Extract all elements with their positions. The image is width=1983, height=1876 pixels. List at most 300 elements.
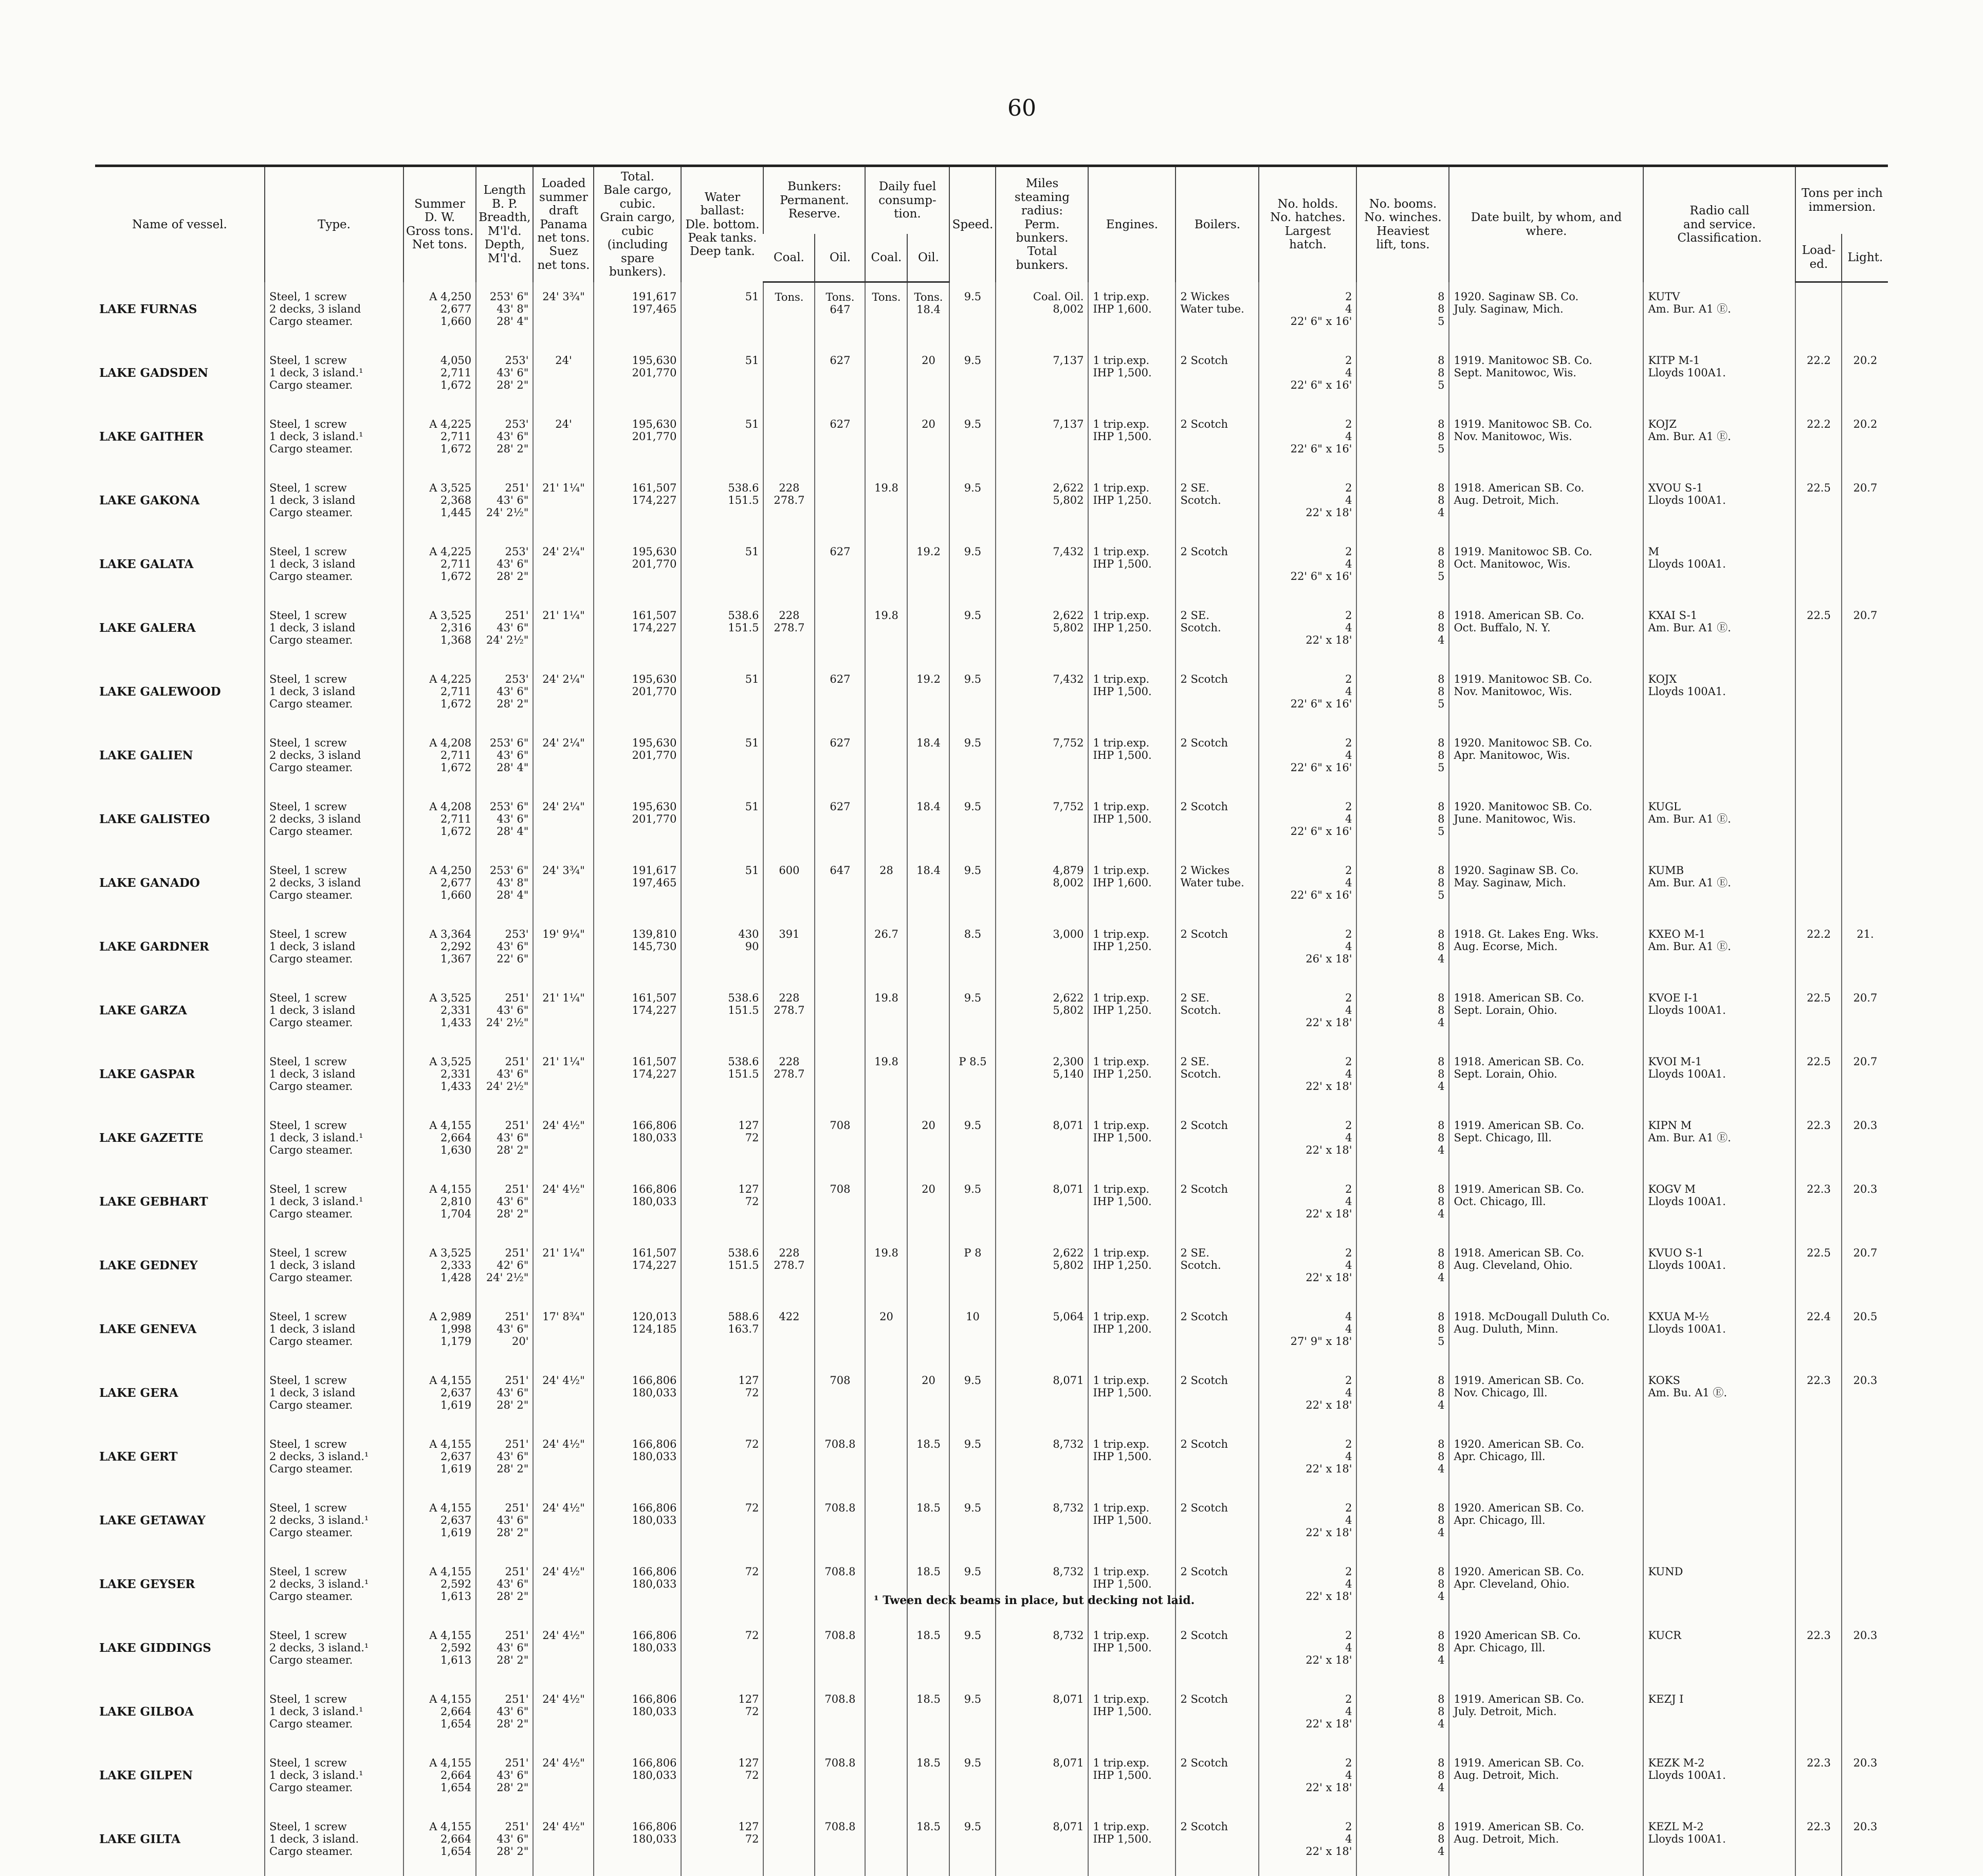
vessel-built (1449, 1430, 1643, 1493)
vessel-tons (403, 1238, 476, 1302)
vessel-engines-line: 1 trip.exp. (1093, 417, 1150, 430)
vessel-holds (1259, 728, 1356, 792)
vessel-booms-line: 8 (1438, 1131, 1445, 1144)
vessel-type-line: 1 deck, 3 island.¹ (269, 1131, 363, 1144)
vessel-cargo-line: 195,630 (632, 800, 677, 813)
vessel-type-line: 1 deck, 3 island (269, 1322, 356, 1335)
vessel-dimensions-line: 251' (505, 1820, 529, 1833)
vessel-speed-line: 9.5 (964, 609, 982, 622)
vessel-boilers (1176, 1302, 1259, 1366)
vessel-type-line: Cargo steamer. (269, 825, 353, 838)
fuel-coal (865, 1302, 907, 1366)
vessel-name-line: LAKE GALISTEO (99, 812, 210, 826)
vessel-booms-line: 4 (1438, 1718, 1445, 1731)
vessel-dimensions-line: 28' 2" (497, 443, 529, 456)
vessel-boilers (1176, 410, 1259, 473)
vessel-booms-line: 8 (1438, 609, 1445, 622)
vessel-dimensions-line: 43' 6" (497, 1004, 529, 1016)
vessel-built (1449, 1111, 1643, 1175)
vessel-built-line: 1919. Manitowoc SB. Co. (1454, 354, 1592, 367)
vessel-holds-line: 4 (1345, 1310, 1352, 1323)
bunker-coal (763, 1366, 815, 1430)
vessel-dimensions-line: 28' 2" (497, 1781, 529, 1794)
header-line: Total (1027, 245, 1057, 259)
vessel-draft-line: 24' 2¼" (542, 800, 585, 813)
fuel-oil (907, 1557, 949, 1621)
vessel-tons-line: 1,613 (440, 1590, 472, 1603)
fuel-coal (865, 1557, 907, 1621)
vessel-ballast-line: 127 (738, 1692, 759, 1705)
tpi-light (1842, 665, 1888, 728)
bunker-oil (815, 1238, 865, 1302)
fuel-oil-line: 19.2 (916, 545, 941, 558)
vessel-cargo (594, 728, 681, 792)
vessel-boilers-line: 2 Scotch (1180, 800, 1228, 813)
vessel-type-line: 2 decks, 3 island.¹ (269, 1641, 369, 1654)
vessel-name (95, 1430, 265, 1493)
vessel-type-line: Steel, 1 screw (269, 354, 347, 367)
header-line: cubic. (619, 197, 656, 211)
vessel-type (265, 665, 403, 728)
vessel-name-line: LAKE GAITHER (99, 429, 204, 444)
page-number: 60 (1007, 95, 1036, 121)
bunker-oil (815, 1175, 865, 1238)
vessel-name-line: LAKE GANADO (99, 876, 200, 890)
vessel-dimensions-line: 28' 4" (497, 315, 529, 328)
fuel-oil (907, 537, 949, 601)
vessel-booms-line: 8 (1438, 1067, 1445, 1080)
vessel-engines-line: 1 trip.exp. (1093, 1629, 1150, 1642)
vessel-draft-line: 24' 2¼" (542, 545, 585, 558)
vessel-name-line: LAKE GILPEN (99, 1768, 193, 1782)
vessel-cargo (594, 1047, 681, 1111)
vessel-dimensions (476, 1302, 533, 1366)
vessel-holds-line: 4 (1345, 1195, 1352, 1208)
tpi-loaded (1795, 728, 1842, 792)
vessel-miles (996, 282, 1088, 346)
vessel-booms-line: 8 (1438, 1310, 1445, 1323)
vessel-booms-line: 8 (1438, 1246, 1445, 1259)
vessel-holds-line: 4 (1345, 1259, 1352, 1271)
vessel-engines-line: IHP 1,500. (1093, 366, 1152, 379)
vessel-ballast-line: 72 (745, 1629, 759, 1642)
vessel-booms-line: 8 (1438, 1501, 1445, 1514)
vessel-built (1449, 537, 1643, 601)
vessel-speed-line: P 8.5 (959, 1055, 987, 1068)
vessel-radio-line: KXAI S-1 (1648, 609, 1698, 622)
fuel-coal (865, 1238, 907, 1302)
vessel-booms-line: 5 (1438, 443, 1445, 456)
vessel-name-line: LAKE GETAWAY (99, 1513, 206, 1527)
tpi-light (1842, 1047, 1888, 1111)
vessel-dimensions-line: 43' 6" (497, 1705, 529, 1718)
vessel-holds-line: 2 (1345, 1820, 1352, 1833)
vessel-name-line: LAKE GASPAR (99, 1067, 195, 1081)
vessel-holds-line: 2 (1345, 609, 1352, 622)
fuel-coal (865, 1047, 907, 1111)
vessel-type-line: Steel, 1 screw (269, 417, 347, 430)
header-line: consump- (878, 193, 937, 207)
vessel-radio-line: Am. Bur. A1 Ⓔ. (1648, 621, 1731, 634)
vessel-ballast (681, 1047, 763, 1111)
vessel-tons-line: 1,660 (440, 315, 472, 328)
vessel-engines (1088, 1430, 1176, 1493)
vessel-holds (1259, 410, 1356, 473)
vessel-ballast (681, 1366, 763, 1430)
tpi-loaded-line: 22.2 (1807, 417, 1831, 430)
fuel-oil (907, 1685, 949, 1748)
vessel-booms-line: 8 (1438, 1832, 1445, 1845)
fuel-oil (907, 983, 949, 1047)
bunker-coal-line: 228 (779, 991, 800, 1004)
vessel-speed (949, 346, 996, 410)
vessel-booms-line: 4 (1438, 1463, 1445, 1476)
vessel-draft (533, 856, 594, 920)
vessel-boilers-line: 2 SE. (1180, 609, 1209, 622)
vessel-radio-line: KEZL M-2 (1648, 1820, 1704, 1833)
header-line: No. hatches. (1270, 211, 1346, 225)
vessel-dimensions-line: 43' 6" (497, 1067, 529, 1080)
vessel-built-line: July. Detroit, Mich. (1454, 1705, 1557, 1718)
vessel-tons-line: 2,331 (440, 1067, 472, 1080)
vessel-ballast-line: 51 (745, 864, 759, 877)
header-line: tion. (894, 207, 921, 221)
bunker-oil-line: 627 (830, 736, 851, 749)
vessel-holds-line: 2 (1345, 736, 1352, 749)
vessel-holds-line: 2 (1345, 800, 1352, 813)
vessel-tons-line: 2,664 (440, 1832, 472, 1845)
vessel-tons-line: 1,613 (440, 1654, 472, 1667)
vessel-miles (996, 792, 1088, 856)
vessel-built-line: 1918. American SB. Co. (1454, 1055, 1585, 1068)
vessel-tons-line: A 3,364 (429, 927, 472, 940)
fuel-coal-line: 28 (879, 864, 893, 877)
vessel-radio-line: KUMB (1648, 864, 1684, 877)
vessel-boilers-line: 2 Scotch (1180, 545, 1228, 558)
vessel-holds-line: 4 (1345, 557, 1352, 570)
vessel-dimensions (476, 1557, 533, 1621)
vessel-draft (533, 728, 594, 792)
vessel-cargo (594, 1111, 681, 1175)
vessel-radio (1643, 1557, 1795, 1621)
vessel-engines (1088, 1111, 1176, 1175)
vessel-miles (996, 1366, 1088, 1430)
tpi-loaded (1795, 983, 1842, 1047)
fuel-coal-line: 26.7 (874, 927, 898, 940)
vessel-tons-line: 2,592 (440, 1577, 472, 1590)
bunker-coal (763, 1557, 815, 1621)
vessel-ballast-line: 72 (745, 1769, 759, 1781)
fuel-oil-line: 19.2 (916, 672, 941, 685)
vessel-holds-line: 22' 6" x 16' (1290, 698, 1352, 711)
vessel-name-line: LAKE GEYSER (99, 1577, 195, 1591)
vessel-draft (533, 1238, 594, 1302)
vessel-ballast-line: 51 (745, 417, 759, 430)
vessel-boilers (1176, 728, 1259, 792)
vessel-holds-line: 4 (1345, 302, 1352, 315)
vessel-miles (996, 1812, 1088, 1876)
vessel-miles-line: 2,622 (1053, 481, 1084, 494)
tpi-loaded (1795, 473, 1842, 537)
vessel-booms-line: 8 (1438, 1769, 1445, 1781)
header-line: Bunkers: (787, 180, 841, 194)
vessel-tons-line: 1,672 (440, 443, 472, 456)
header-fuel (865, 166, 949, 234)
tpi-light (1842, 1685, 1888, 1748)
header-line: Dle. bottom. (685, 217, 760, 231)
vessel-dimensions-line: 253' (505, 354, 529, 367)
vessel-dimensions-line: 251' (505, 1756, 529, 1769)
table-row (95, 1812, 1888, 1876)
vessel-dimensions (476, 601, 533, 665)
vessel-cargo-line: 174,227 (632, 494, 677, 506)
tpi-loaded-line: 22.3 (1807, 1756, 1831, 1769)
vessel-engines-line: 1 trip.exp. (1093, 927, 1150, 940)
header-name: Name of vessel. (132, 217, 227, 231)
vessel-cargo-line: 166,806 (632, 1820, 677, 1833)
vessel-built (1449, 920, 1643, 983)
fuel-oil (907, 1430, 949, 1493)
vessel-draft (533, 410, 594, 473)
fuel-oil (907, 856, 949, 920)
tpi-light (1842, 983, 1888, 1047)
vessel-booms-line: 8 (1438, 1437, 1445, 1450)
vessel-cargo (594, 920, 681, 983)
vessel-holds-line: 2 (1345, 1692, 1352, 1705)
vessel-tons (403, 601, 476, 665)
header-line: hatch. (1289, 238, 1327, 252)
vessel-holds-line: 22' x 18' (1306, 1208, 1352, 1221)
table-row (95, 537, 1888, 601)
vessel-built-line: 1919. American SB. Co. (1454, 1692, 1585, 1705)
vessel-cargo-line: 180,033 (632, 1386, 677, 1399)
vessel-booms-line: 8 (1438, 302, 1445, 315)
vessel-ballast-line: 163.7 (728, 1322, 759, 1335)
vessel-booms-line: 4 (1438, 506, 1445, 519)
vessel-type-line: Steel, 1 screw (269, 1565, 347, 1578)
vessel-dimensions-line: 28' 2" (497, 379, 529, 392)
bunker-oil (815, 665, 865, 728)
vessel-holds-line: 22' x 18' (1306, 1718, 1352, 1731)
header-line: bunkers. (1016, 231, 1069, 245)
vessel-speed-line: 9.5 (964, 991, 982, 1004)
vessel-tons (403, 1685, 476, 1748)
fuel-coal-line: 19.8 (874, 1055, 898, 1068)
vessel-dimensions-line: 251' (505, 1246, 529, 1259)
vessel-dimensions (476, 665, 533, 728)
table-row (95, 1047, 1888, 1111)
vessel-ballast (681, 601, 763, 665)
vessel-built-line: 1920. Manitowoc SB. Co. (1454, 800, 1592, 813)
vessel-built-line: 1919. American SB. Co. (1454, 1182, 1585, 1195)
vessel-tons-line: 1,654 (440, 1781, 472, 1794)
vessel-holds-line: 2 (1345, 1055, 1352, 1068)
vessel-built-line: 1920. Saginaw SB. Co. (1454, 290, 1579, 303)
vessel-holds (1259, 601, 1356, 665)
vessel-speed-line: 9.5 (964, 1501, 982, 1514)
vessel-holds-line: 4 (1345, 1004, 1352, 1016)
vessel-holds (1259, 1366, 1356, 1430)
vessel-tons-line: 1,654 (440, 1718, 472, 1731)
vessel-type (265, 1111, 403, 1175)
vessel-holds-line: 22' 6" x 16' (1290, 379, 1352, 392)
vessel-radio (1643, 1111, 1795, 1175)
vessel-boilers-line: 2 SE. (1180, 481, 1209, 494)
vessel-tons (403, 856, 476, 920)
vessel-tons-line: A 2,989 (429, 1310, 472, 1323)
vessel-cargo-line: 180,033 (632, 1450, 677, 1463)
tpi-loaded (1795, 1493, 1842, 1557)
vessel-speed (949, 1493, 996, 1557)
tpi-light (1842, 1557, 1888, 1621)
vessel-draft-line: 24' 2¼" (542, 736, 585, 749)
vessel-dimensions (476, 1238, 533, 1302)
vessel-tons-line: 1,654 (440, 1845, 472, 1858)
vessel-type (265, 1812, 403, 1876)
vessel-built-line: Oct. Manitowoc, Wis. (1454, 557, 1571, 570)
vessel-type-line: Cargo steamer. (269, 1144, 353, 1157)
vessel-built (1449, 1812, 1643, 1876)
table-row (95, 1493, 1888, 1557)
vessel-type-line: 2 decks, 3 island (269, 302, 361, 315)
vessel-tons-line: A 3,525 (429, 991, 472, 1004)
vessel-holds-line: 22' x 18' (1306, 1463, 1352, 1476)
fuel-oil-line: 18.5 (916, 1565, 941, 1578)
vessel-booms-line: 4 (1438, 634, 1445, 647)
vessel-cargo-line: 201,770 (632, 749, 677, 761)
tpi-light-line: 20.2 (1853, 354, 1878, 367)
vessel-type (265, 537, 403, 601)
vessel-type (265, 792, 403, 856)
vessel-dimensions-line: 251' (505, 991, 529, 1004)
vessel-cargo-line: 195,630 (632, 354, 677, 367)
vessel-miles-line: Coal. Oil. (1033, 290, 1084, 303)
fuel-coal (865, 537, 907, 601)
vessel-miles-line: 4,879 (1053, 864, 1084, 877)
vessel-miles (996, 920, 1088, 983)
bunker-oil-line: 708.8 (824, 1820, 856, 1833)
vessel-booms-line: 4 (1438, 1526, 1445, 1539)
vessel-engines-line: IHP 1,600. (1093, 302, 1152, 315)
table-row (95, 1302, 1888, 1366)
bunker-oil (815, 1557, 865, 1621)
vessel-miles (996, 1557, 1088, 1621)
vessel-type-line: Cargo steamer. (269, 315, 353, 328)
vessel-miles (996, 346, 1088, 410)
fuel-coal (865, 410, 907, 473)
vessel-dimensions (476, 792, 533, 856)
vessel-draft (533, 792, 594, 856)
vessel-booms-line: 8 (1438, 621, 1445, 634)
vessel-dimensions (476, 1111, 533, 1175)
bunker-coal (763, 601, 815, 665)
bunker-coal (763, 1238, 815, 1302)
fuel-coal (865, 601, 907, 665)
vessel-ballast (681, 1238, 763, 1302)
vessel-radio (1643, 792, 1795, 856)
fuel-oil-line: 18.5 (916, 1629, 941, 1642)
vessel-name (95, 1812, 265, 1876)
vessel-dimensions-line: 24' 2½" (486, 1271, 529, 1284)
vessel-built-line: 1919. Manitowoc SB. Co. (1454, 545, 1592, 558)
vessel-holds-line: 22' 6" x 16' (1290, 825, 1352, 838)
vessel-type-line: Cargo steamer. (269, 1335, 353, 1348)
vessel-cargo-line: 201,770 (632, 557, 677, 570)
bunker-coal-line: Tons. (775, 291, 804, 303)
header-tpi (1795, 166, 1888, 234)
vessel-cargo (594, 1685, 681, 1748)
tpi-light (1842, 346, 1888, 410)
vessel-cargo (594, 1493, 681, 1557)
vessel-booms-line: 8 (1438, 417, 1445, 430)
fuel-coal (865, 920, 907, 983)
vessel-ballast-line: 588.6 (728, 1310, 759, 1323)
vessel-name (95, 920, 265, 983)
vessel-boilers (1176, 920, 1259, 983)
tpi-loaded (1795, 1238, 1842, 1302)
vessel-name (95, 1748, 265, 1812)
vessel-engines-line: IHP 1,500. (1093, 557, 1152, 570)
vessel-boilers (1176, 282, 1259, 346)
vessel-tons-line: 2,810 (440, 1195, 472, 1208)
header-line: No. booms. (1369, 197, 1437, 211)
vessel-cargo-line: 124,185 (632, 1322, 677, 1335)
fuel-coal-line: 19.8 (874, 609, 898, 622)
header-line: lift, tons. (1376, 238, 1430, 252)
tpi-loaded-line: 22.3 (1807, 1820, 1831, 1833)
bunker-oil (815, 601, 865, 665)
vessel-radio (1643, 601, 1795, 665)
tpi-loaded-line: 22.5 (1807, 481, 1831, 494)
vessel-dimensions-line: 43' 6" (497, 494, 529, 506)
fuel-oil-line: 20 (922, 1374, 935, 1387)
vessel-engines-line: IHP 1,500. (1093, 430, 1152, 443)
vessel-holds-line: 2 (1345, 927, 1352, 940)
vessel-cargo-line: 174,227 (632, 621, 677, 634)
vessel-cargo-line: 166,806 (632, 1119, 677, 1132)
tpi-light (1842, 1238, 1888, 1302)
header-line: M'l'd. (488, 224, 522, 238)
vessel-engines-line: 1 trip.exp. (1093, 609, 1150, 622)
vessel-holds-line: 2 (1345, 1565, 1352, 1578)
vessel-type-line: Cargo steamer. (269, 889, 353, 902)
vessel-draft (533, 601, 594, 665)
vessel-tons (403, 282, 476, 346)
bunker-oil-line: 708 (830, 1119, 851, 1132)
vessel-dimensions-line: 43' 6" (497, 430, 529, 443)
vessel-dimensions-line: 24' 2½" (486, 1016, 529, 1029)
bunker-coal (763, 1430, 815, 1493)
vessel-speed-line: 9.5 (964, 864, 982, 877)
vessel-cargo (594, 1175, 681, 1238)
vessel-radio-line: KOJZ (1648, 417, 1677, 430)
header-line: Perm. (1024, 217, 1060, 231)
vessel-radio (1643, 1493, 1795, 1557)
vessel-boilers (1176, 1493, 1259, 1557)
vessel-dimensions-line: 43' 6" (497, 812, 529, 825)
vessel-draft-line: 24' 4½" (542, 1501, 585, 1514)
header-line: radius: (1021, 204, 1063, 218)
fuel-oil-line: 18.4 (916, 800, 941, 813)
vessel-boilers (1176, 1175, 1259, 1238)
vessel-built-line: 1918. American SB. Co. (1454, 991, 1585, 1004)
footnote: ¹ Tween deck beams in place, but decking not laid. (874, 1594, 1195, 1607)
vessel-holds-line: 2 (1345, 1629, 1352, 1642)
vessel-engines-line: 1 trip.exp. (1093, 1182, 1150, 1195)
header-line: Net tons. (412, 238, 468, 252)
bunker-oil (815, 1302, 865, 1366)
vessel-boilers-line: 2 Scotch (1180, 1119, 1228, 1132)
